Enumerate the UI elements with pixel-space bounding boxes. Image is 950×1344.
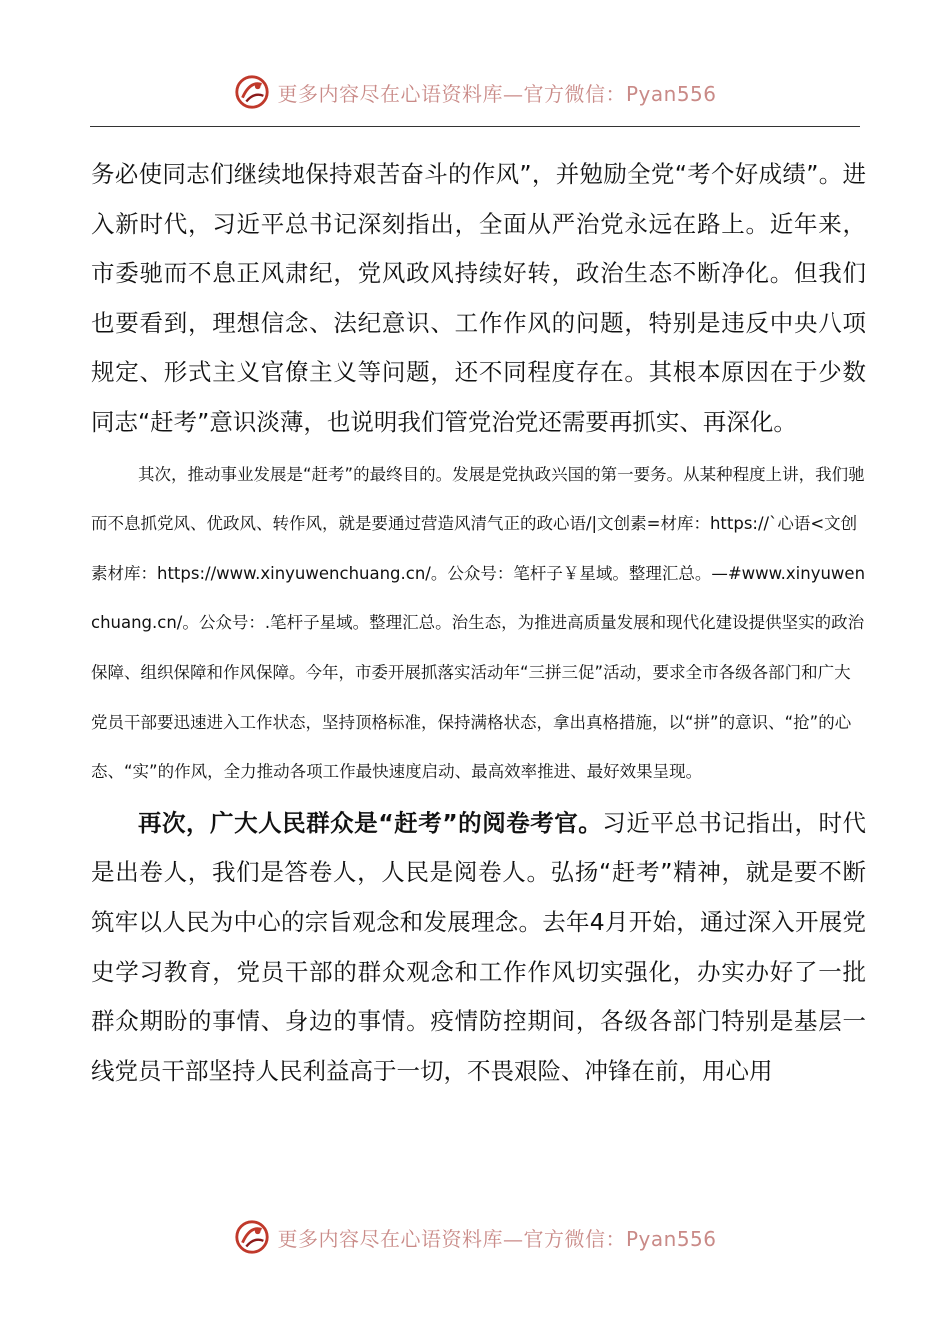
logo-icon [233,73,271,111]
document-body [91,150,866,1096]
paragraph-3 [91,799,866,1097]
footer-logo-icon [233,1218,271,1256]
footer-wechat-id: Pyan556 [625,1226,717,1251]
header-banner-text: 更多内容尽在心语资料库—官方微信：Pyan556 [277,81,717,106]
paragraph-2: 其次，推动事业发展是“赶考”的最终目的。发展是党执政兴国的第一要务。从某种程度上讲，我们驰而不息抓党风、优政风、转作风，就是要通过营造风清气正的政心语/|文创素=材库：https://`心语<文创素材库：https://www.xinyuwenchuang.cn/。公众号：笔杆子￥星域。整理汇总。—#www.xinyuwenchuang.cn/。公众号：.笔杆子星域。整理汇总。治生态，为推进高质量发展和现代化建设提供坚实的政治保障、组织保障和作风保障。今年，市委开展抓落实活动年“三拼三促”活动，要求全市各级各部门和广大党员干部要迅速进入工作状态，坚持顶格标准，保持满格状态，拿出真格措施，以“拼”的意识、“抢”的心态、“实”的作风，全力推动各项工作最快速度启动、最高效率推进、最好效果呈现。 [91,464,866,782]
header-wechat-id: Pyan556 [625,81,717,106]
paragraph-3-heading: 再次，广大人民群众是“赶考”的阅卷考官。 [138,808,603,837]
footer-banner-text: 更多内容尽在心语资料库—官方微信：Pyan556 [277,1226,717,1251]
paragraph-1: 务必使同志们继续地保持艰苦奋斗的作风”，并勉励全党“考个好成绩”。进入新时代，习近平总书记深刻指出，全面从严治党永远在路上。近年来，市委驰而不息正风肃纪，党风政风持续好转，政治生态不断净化。但我们也要看到，理想信念、法纪意识、工作作风的问题，特别是违反中央八项规定、形式主义官僚主义等问题，还不同程度存在。其根本原因在于少数同志“赶考”意识淡薄，也说明我们管党治党还需要再抓实、再深化。 [91,160,866,436]
footer-banner [0,1215,950,1259]
header-banner [0,70,950,114]
paragraph-3-text: 习近平总书记指出，时代是出卷人，我们是答卷人，人民是阅卷人。弘扬“赶考”精神，就是要不断筑牢以人民为中心的宗旨观念和发展理念。去年4月开始，通过深入开展党史学习教育，党员干部的群众观念和工作作风切实强化，办实办好了一批群众期盼的事情、身边的事情。疫情防控期间，各级各部门特别是基层一线党员干部坚持人民利益高于一切，不畏艰险、冲锋在前，用心用 [91,808,866,1085]
header-divider [90,126,860,127]
